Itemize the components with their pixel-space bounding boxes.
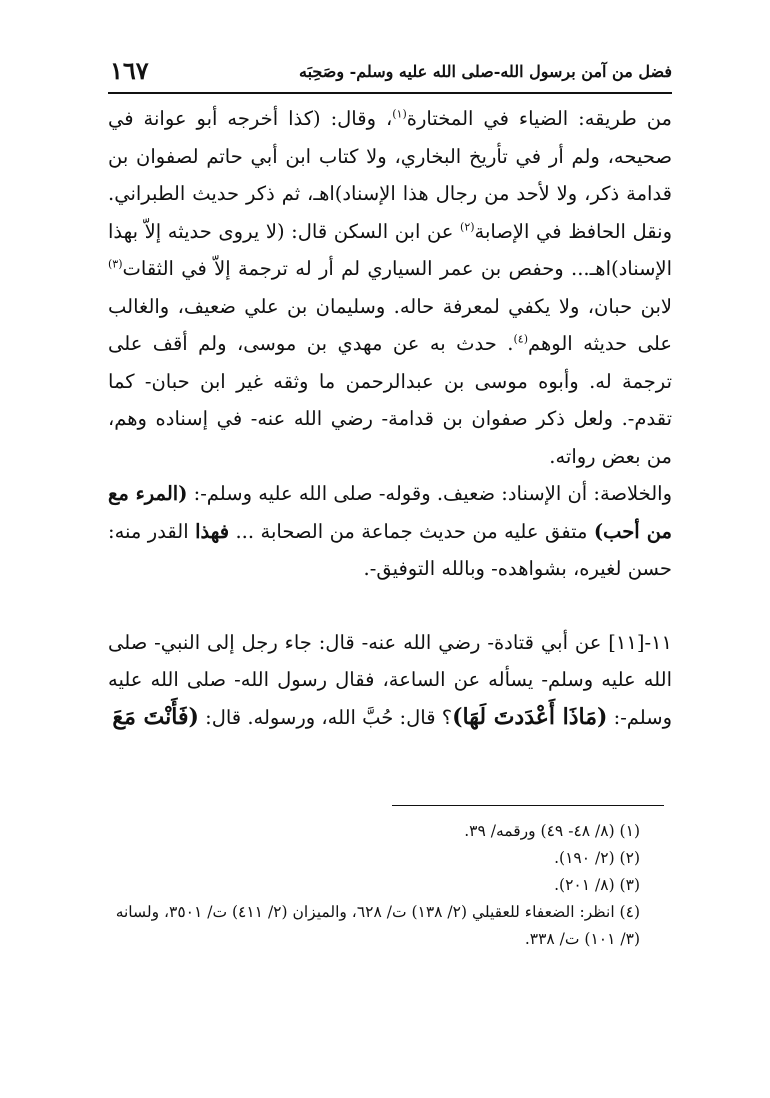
paragraph-hadith-11 — [108, 624, 672, 737]
text-run: ١١-[١١] عن أبي قتادة- رضي الله عنه- قال: جاء رجل إلى النبي- صلى الله عليه وسلم- يسأله عن الساعة، فقال رسول الله- صلى الله عليه وسلم-: — [108, 630, 672, 729]
footnote-1: (١) (٨/ ٤٨- ٤٩) ورقمه/ ٣٩. — [464, 822, 640, 840]
running-header — [108, 56, 672, 90]
footnote-ref-2[interactable]: (٢) — [460, 220, 475, 233]
footnote-3: (٣) (٨/ ٢٠١). — [554, 876, 640, 894]
header-divider — [108, 92, 672, 94]
footnote-2: (٢) (٢/ ١٩٠). — [554, 849, 640, 867]
text-run: عن ابن السكن قال: (لا يروى حديثه إلاّ بهذا الإسناد)اهـ... وحفص بن عمر السياري لم أر له ترجمة إلاّ في الثقات — [108, 219, 672, 280]
text-run: من طريقه: الضياء في المختارة — [406, 107, 672, 130]
footnote-ref-3[interactable]: (٣) — [108, 257, 123, 271]
hadith-quote: (فَأَنْتَ مَعَ — [112, 703, 199, 730]
text-run: لابن حبان، ولا يكفي لمعرفة حاله. وسليمان بن علي ضعيف، والغالب على حديثه الوهم — [108, 294, 672, 355]
text-run: ، وقال: (كذا أخرجه أبو عوانة في صحيحه، ولم أر في تأريخ البخاري، ولا كتاب ابن أبي حاتم لصفوان بن قدامة ذكر، ولا لأحد من رجال هذا الإسناد)اهـ، ثم ذكر حديث الطبراني. ونقل الحافظ في الإصابة — [108, 107, 672, 243]
paragraph-conclusion — [108, 475, 672, 588]
footnote-4: (٤) انظر: الضعفاء للعقيلي (٢/ ١٣٨) ت/ ٦٢٨، والميزان (٢/ ٤١١) ت/ ٣٥٠١، ولسانه (٣/ ١٠١) ت/ ٣٣٨. — [115, 903, 640, 948]
footnote-ref-1[interactable]: (١) — [392, 107, 407, 121]
footnote-divider — [392, 805, 664, 806]
hadith-quote: (مَاذَا أَعْدَدتَ لَهَا) — [452, 703, 608, 730]
main-text — [108, 100, 672, 736]
text-run: القدر منه: حسن لغيره، بشواهده- وبالله التوفيق-. — [108, 519, 672, 580]
text-run: متفق عليه من حديث جماعة من الصحابة ... — [229, 519, 594, 543]
text-run: والخلاصة: أن الإسناد: ضعيف. وقوله- صلى الله عليه وسلم-: — [187, 482, 672, 505]
hadith-quote: (المرء مع من أحب) — [108, 482, 672, 543]
page-number: ١٦٧ — [110, 56, 149, 85]
text-run: . حدث به عن مهدي بن موسى، ولم أقف على ترجمة له. وأبوه موسى بن عبدالرحمن ما وثقه غير ابن حبان- كما تقدم-. ولعل ذكر صفوان بن قدامة- رضي الله عنه- في إسناده وهم، من بعض رواته. — [108, 332, 672, 468]
text-run: ؟ قال: حُبَّ الله، ورسوله. قال: — [198, 705, 453, 729]
text-run-bold: فهذا — [195, 519, 230, 543]
header-title: فضل من آمن برسول الله-صلى الله عليه وسلم- وصَحِبَه — [299, 62, 672, 81]
footnotes — [108, 818, 672, 953]
paragraph-spacer — [108, 588, 672, 624]
footnote-ref-4[interactable]: (٤) — [513, 332, 528, 346]
paragraph-commentary — [108, 100, 672, 475]
